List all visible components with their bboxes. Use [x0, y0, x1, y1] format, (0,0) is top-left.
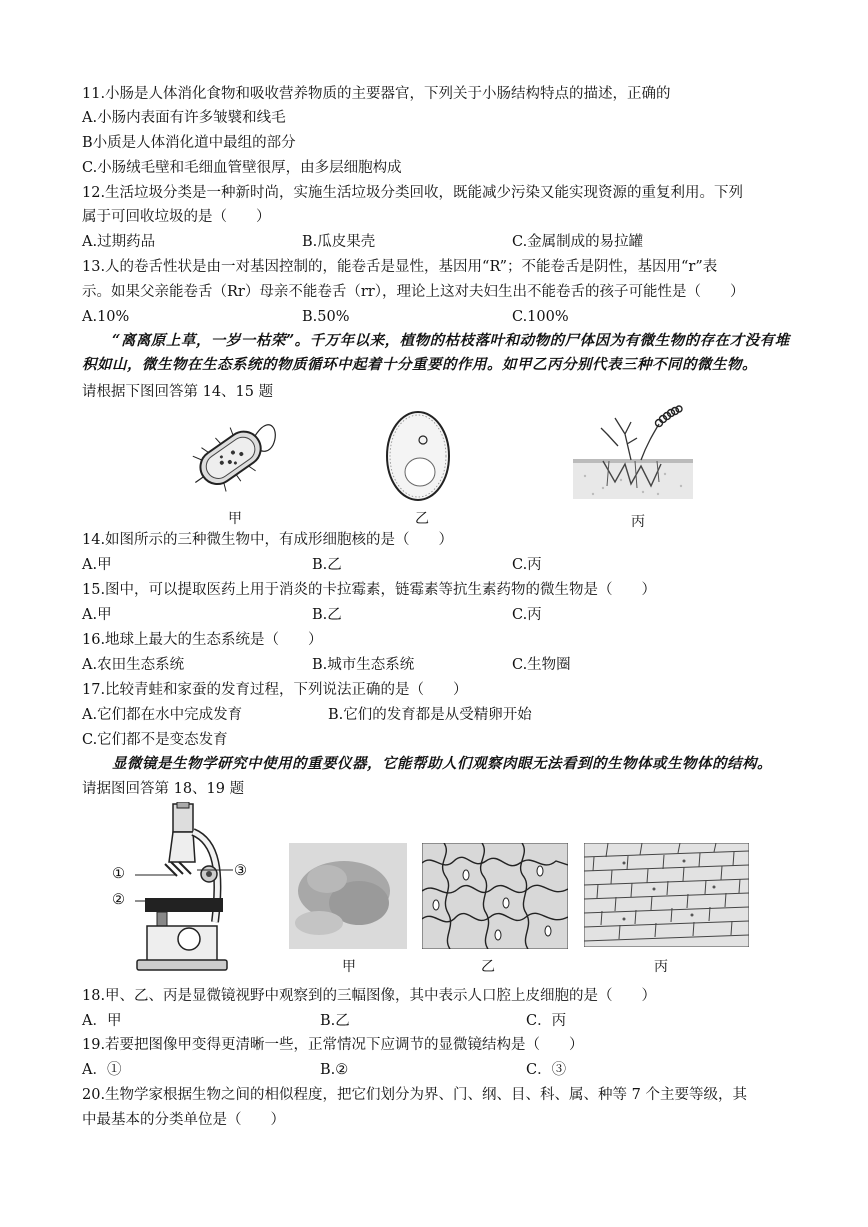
- bacterium-illustration: [185, 405, 285, 500]
- field-of-view-jia-image: [289, 843, 407, 949]
- figure1-label-jia: 甲: [228, 511, 242, 527]
- intro-instruction-14-15: 请根据下图回答第 14、15 题: [82, 384, 274, 400]
- intro-instruction-18-19: 请据图回答第 18、19 题: [82, 781, 245, 797]
- question-13-option-c: C.100%: [512, 309, 569, 325]
- question-12-option-b: B.瓜皮果壳: [302, 234, 376, 250]
- question-18-option-b: B.乙: [320, 1013, 350, 1029]
- intro-paragraph-microbes: [82, 329, 792, 377]
- field-of-view-bing-image: [584, 843, 749, 947]
- question-17-stem: 17.比较青蛙和家蚕的发育过程，下列说法正确的是（ ）: [82, 682, 468, 698]
- question-14-stem: 14.如图所示的三种微生物中，有成形细胞核的是（ ）: [82, 532, 454, 548]
- question-17-option-c: C.它们都不是变态发育: [82, 732, 228, 748]
- question-19-stem: 19.若要把图像甲变得更清晰一些，正常情况下应调节的显微镜结构是（ ）: [82, 1037, 584, 1053]
- question-18-stem: 18.甲、乙、丙是显微镜视野中观察到的三幅图像，其中表示人口腔上皮细胞的是（ ）: [82, 988, 657, 1004]
- question-17-option-a: A.它们都在水中完成发育: [82, 707, 243, 723]
- figure2-label-yi: 乙: [481, 959, 495, 975]
- question-19-option-c: C．③: [526, 1062, 567, 1078]
- question-13-stem-line1: 13.人的卷舌性状是由一对基因控制的，能卷舌是显性，基因用“R”；不能卷舌是阴性，基因用“r”表: [82, 259, 718, 275]
- question-11-stem: 11.小肠是人体消化食物和吸收营养物质的主要器官，下列关于小肠结构特点的描述，正确的: [82, 86, 671, 102]
- question-19-option-a: A．①: [82, 1062, 122, 1078]
- question-12-option-c: C.金属制成的易拉罐: [512, 234, 644, 250]
- question-13-option-a: A.10%: [82, 309, 130, 325]
- figure1-label-yi: 乙: [415, 511, 429, 527]
- yeast-illustration: [383, 408, 453, 503]
- question-15-option-a: A.甲: [82, 607, 112, 623]
- question-16-option-c: C.生物圈: [512, 657, 571, 673]
- question-18-option-a: A．甲: [82, 1013, 122, 1029]
- microscope-marker-3: ③: [234, 863, 247, 879]
- microscope-marker-1: ①: [112, 866, 125, 882]
- question-14-option-a: A.甲: [82, 557, 112, 573]
- question-16-stem: 16.地球上最大的生态系统是（ ）: [82, 632, 323, 648]
- intro-paragraph-microbes-text: “离离原上草，一岁一枯荣”。千万年以来，植物的枯枝落叶和动物的尸体因为有微生物的存在才没有堆积如山，微生物在生态系统的物质循环中起着十分重要的作用。如甲乙丙分别代表三种不同的微生物。: [82, 332, 790, 373]
- figure2-label-jia: 甲: [342, 959, 356, 975]
- question-16-option-a: A.农田生态系统: [82, 657, 185, 673]
- question-15-option-c: C.丙: [512, 607, 542, 623]
- question-11-option-c: C.小肠绒毛壁和毛细血管壁很厚，由多层细胞构成: [82, 160, 402, 176]
- question-16-option-b: B.城市生态系统: [312, 657, 415, 673]
- question-13-option-b: B.50%: [302, 309, 350, 325]
- question-15-stem: 15.图中，可以提取医药上用于消炎的卡拉霉素，链霉素等抗生素药物的微生物是（ ）: [82, 582, 657, 598]
- intro-paragraph-microscope: 显微镜是生物学研究中使用的重要仪器，它能帮助人们观察肉眼无法看到的生物体或生物体的结构。: [112, 755, 772, 772]
- microscope-illustration: [105, 802, 265, 972]
- figure2-label-bing: 丙: [654, 959, 668, 975]
- question-17-option-b: B.它们的发育都是从受精卵开始: [328, 707, 532, 723]
- question-14-option-c: C.丙: [512, 557, 542, 573]
- question-12-stem-line1: 12.生活垃圾分类是一种新时尚，实施生活垃圾分类回收，既能减少污染又能实现资源的重复利用。下列: [82, 185, 744, 201]
- question-19-option-b: B.②: [320, 1062, 349, 1078]
- question-15-option-b: B.乙: [312, 607, 342, 623]
- question-20-stem-line2: 中最基本的分类单位是（ ）: [82, 1112, 285, 1128]
- question-11-option-a: A.小肠内表面有许多皱襞和线毛: [82, 110, 286, 126]
- figure1-label-bing: 丙: [631, 514, 645, 530]
- question-12-stem-line2: 属于可回收垃圾的是（ ）: [82, 209, 271, 225]
- mold-illustration: [573, 404, 693, 499]
- question-14-option-b: B.乙: [312, 557, 342, 573]
- question-12-option-a: A.过期药品: [82, 234, 156, 250]
- field-of-view-yi-image: [422, 843, 568, 949]
- question-18-option-c: C．丙: [526, 1013, 567, 1029]
- question-13-stem-line2: 示。如果父亲能卷舌（Rr）母亲不能卷舌（rr），理论上这对夫妇生出不能卷舌的孩子可能性是（ ）: [82, 284, 745, 300]
- microscope-marker-2: ②: [112, 892, 125, 908]
- question-20-stem-line1: 20.生物学家根据生物之间的相似程度，把它们划分为界、门、纲、目、科、属、种等 7 个主要等级，其: [82, 1087, 747, 1103]
- question-11-option-b: B小质是人体消化道中最组的部分: [82, 135, 296, 151]
